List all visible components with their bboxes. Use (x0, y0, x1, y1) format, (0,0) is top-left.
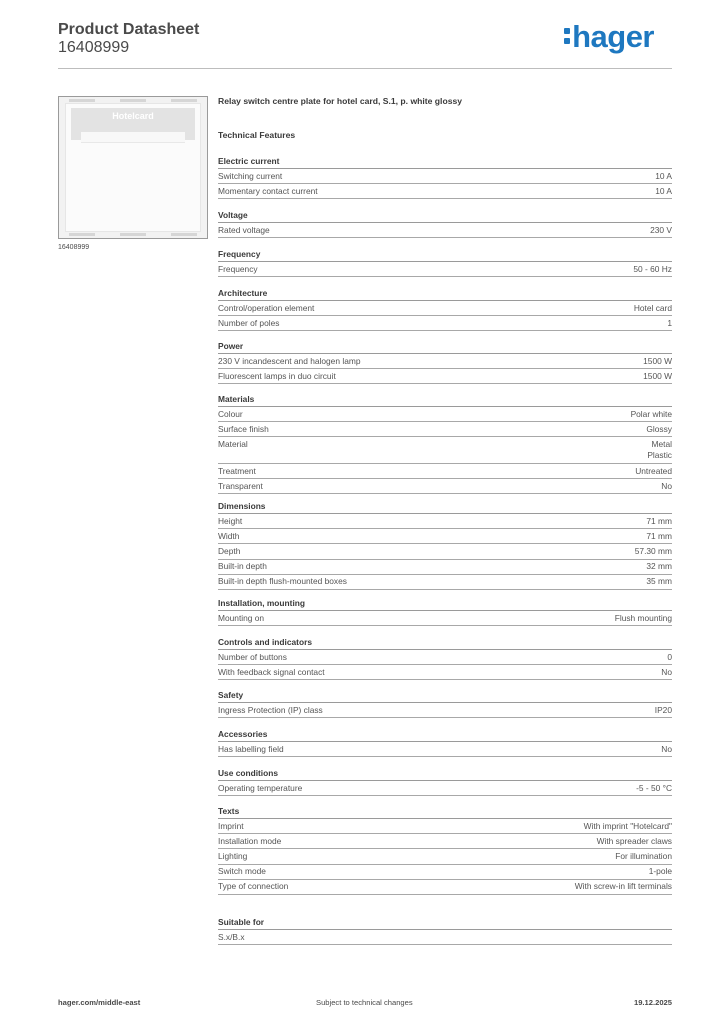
centre-plate-illustration (65, 103, 201, 232)
section (218, 805, 672, 895)
spec-value: 71 mm (646, 515, 672, 526)
section-title: Use conditions (218, 767, 672, 781)
spec-label: Number of poles (218, 317, 280, 328)
section-title: Controls and indicators (218, 636, 672, 650)
spec-value: For illumination (615, 850, 672, 861)
frame-clip (120, 99, 146, 102)
footer-website: hager.com/middle-east (58, 998, 141, 1007)
section (218, 209, 672, 238)
spec-label: Rated voltage (218, 224, 270, 235)
spec-row (218, 479, 672, 494)
spec-label: Frequency (218, 263, 258, 274)
section (218, 340, 672, 384)
section-title: Architecture (218, 287, 672, 301)
footer-disclaimer: Subject to technical changes (316, 998, 413, 1007)
spec-label: Imprint (218, 820, 244, 831)
spec-label: Type of connection (218, 881, 289, 892)
section (218, 767, 672, 796)
spec-value: 32 mm (646, 561, 672, 572)
card-slot-imprint: Hotelcard (112, 111, 154, 121)
spec-value: 57.30 mm (634, 545, 672, 556)
spec-row (218, 819, 672, 834)
spec-label: Switch mode (218, 866, 266, 877)
spec-row (218, 930, 672, 945)
spec-label: Installation mode (218, 835, 282, 846)
technical-features-title: Technical Features (218, 130, 296, 140)
spec-label: Number of buttons (218, 651, 287, 662)
spec-value: With imprint "Hotelcard" (583, 820, 672, 831)
spec-value: -5 - 50 °C (636, 782, 672, 793)
spec-value: With screw-in lift terminals (574, 881, 672, 892)
spec-row (218, 437, 672, 464)
spec-value: 1-pole (648, 866, 672, 877)
spec-row (218, 781, 672, 796)
spec-label: Depth (218, 545, 241, 556)
spec-row (218, 560, 672, 575)
product-image (58, 96, 208, 239)
section-title: Materials (218, 393, 672, 407)
spec-row (218, 316, 672, 331)
spec-row (218, 301, 672, 316)
spec-value: Flush mounting (614, 612, 672, 623)
frame-clip (69, 99, 95, 102)
section-title: Power (218, 340, 672, 354)
section (218, 500, 672, 590)
spec-row (218, 514, 672, 529)
section-title: Frequency (218, 248, 672, 262)
product-image-caption: 16408999 (58, 244, 90, 251)
spec-value: 10 A (655, 170, 672, 181)
spec-label: S.x/B.x (218, 931, 245, 942)
spec-value: 0 (667, 651, 672, 662)
spec-row (218, 262, 672, 277)
spec-row (218, 665, 672, 680)
document-title: Product Datasheet (58, 21, 200, 38)
spec-value: Glossy (646, 423, 672, 434)
spec-label: Material (218, 438, 248, 449)
spec-value: 35 mm (646, 576, 672, 587)
spec-row (218, 169, 672, 184)
spec-row (218, 865, 672, 880)
spec-value: Metal Plastic (647, 438, 672, 461)
frame-clip (171, 99, 197, 102)
spec-value: No (661, 666, 672, 677)
spec-label: Built-in depth (218, 561, 267, 572)
spec-row (218, 575, 672, 590)
page-footer (58, 998, 672, 1010)
spec-label: Lighting (218, 850, 248, 861)
spec-value: With spreader claws (596, 835, 672, 846)
document-number: 16408999 (58, 39, 130, 56)
page-header (58, 21, 672, 69)
section-title: Electric current (218, 155, 672, 169)
spec-row (218, 369, 672, 384)
spec-value: Untreated (635, 465, 672, 476)
spec-value: 1500 W (643, 370, 672, 381)
spec-row (218, 650, 672, 665)
logo-text: hager (572, 19, 654, 54)
section (218, 636, 672, 680)
spec-row (218, 880, 672, 895)
section-title: Safety (218, 689, 672, 703)
spec-value: 50 - 60 Hz (633, 263, 672, 274)
spec-label: Switching current (218, 170, 283, 181)
spec-label: 230 V incandescent and halogen lamp (218, 355, 361, 366)
section-title: Texts (218, 805, 672, 819)
product-description: Relay switch centre plate for hotel card, S.1, p. white glossy (218, 96, 463, 106)
section-title: Installation, mounting (218, 597, 672, 611)
card-lip (81, 132, 185, 143)
section-title: Accessories (218, 728, 672, 742)
frame-clip (69, 233, 95, 236)
spec-row (218, 422, 672, 437)
section (218, 597, 672, 626)
spec-label: Width (218, 530, 240, 541)
spec-value: Hotel card (633, 302, 672, 313)
section (218, 689, 672, 718)
spec-label: Transparent (218, 480, 263, 491)
section (218, 155, 672, 199)
section (218, 916, 672, 945)
spec-label: Operating temperature (218, 782, 303, 793)
spec-row (218, 849, 672, 864)
section-title: Voltage (218, 209, 672, 223)
header-divider (58, 68, 672, 69)
section-title: Suitable for (218, 916, 672, 930)
spec-value: No (661, 743, 672, 754)
spec-value: 1 (667, 317, 672, 328)
spec-value: 71 mm (646, 530, 672, 541)
section (218, 248, 672, 277)
spec-label: With feedback signal contact (218, 666, 325, 677)
spec-value: IP20 (654, 704, 672, 715)
spec-value: 1500 W (643, 355, 672, 366)
spec-label: Has labelling field (218, 743, 284, 754)
spec-row (218, 184, 672, 199)
spec-label: Treatment (218, 465, 256, 476)
spec-row (218, 464, 672, 479)
spec-row (218, 544, 672, 559)
section (218, 393, 672, 494)
spec-row (218, 742, 672, 757)
spec-row (218, 703, 672, 718)
spec-value: 230 V (650, 224, 672, 235)
spec-label: Colour (218, 408, 243, 419)
logo-dots-icon (564, 26, 571, 46)
spec-value: Polar white (630, 408, 672, 419)
spec-row (218, 529, 672, 544)
spec-row (218, 834, 672, 849)
spec-row (218, 354, 672, 369)
hager-logo (564, 19, 654, 55)
spec-row (218, 611, 672, 626)
frame-clip (120, 233, 146, 236)
frame-clip (171, 233, 197, 236)
spec-label: Surface finish (218, 423, 269, 434)
spec-label: Mounting on (218, 612, 265, 623)
spec-label: Built-in depth flush-mounted boxes (218, 576, 347, 587)
section (218, 287, 672, 331)
section-title: Dimensions (218, 500, 672, 514)
spec-label: Ingress Protection (IP) class (218, 704, 323, 715)
section (218, 728, 672, 757)
spec-row (218, 223, 672, 238)
spec-label: Momentary contact current (218, 185, 318, 196)
spec-label: Height (218, 515, 243, 526)
spec-value: No (661, 480, 672, 491)
spec-row (218, 407, 672, 422)
spec-label: Control/operation element (218, 302, 315, 313)
spec-label: Fluorescent lamps in duo circuit (218, 370, 336, 381)
spec-value: 10 A (655, 185, 672, 196)
footer-date: 19.12.2025 (633, 998, 672, 1007)
